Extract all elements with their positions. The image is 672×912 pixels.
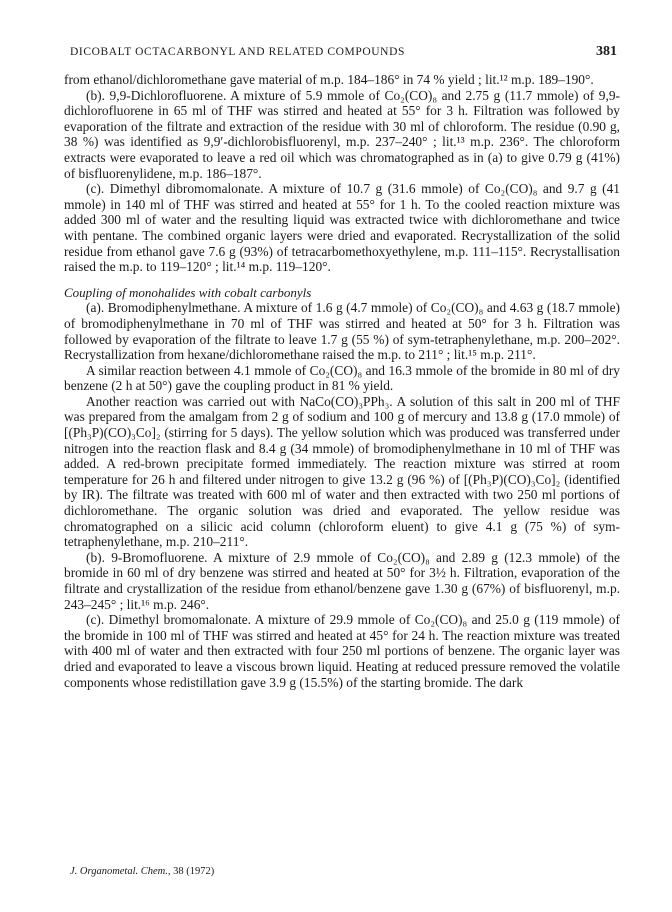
article-body <box>64 72 620 690</box>
journal-footer <box>70 866 214 877</box>
page-number: 381 <box>596 44 617 59</box>
journal-name: J. Organometal. Chem., <box>70 866 171 877</box>
paragraph-similar-reaction: A similar reaction between 4.1 mmole of Co₂(CO)₈ and 16.3 mmole of the bromide in 80 ml of dry benzene (2 h at 50°) gave the coupling product in 81 % yield. <box>64 362 620 394</box>
paragraph-bromomalonate: (c). Dimethyl bromomalonate. A mixture of 29.9 mmole of Co₂(CO)₈ and 25.0 g (119 mmole) of the bromide in 100 ml of THF was stirred and heated at 45° for 24 h. The reaction mixture was treated with 400 ml of water and then extracted with four 250 ml portions of benzene. The organic layer was dried and evaporated to leave a viscous brown liquid. Heating at reduced pressure removed the volatile components whose redistillation gave 3.9 g (15.5%) of the starting bromide. The dark <box>64 612 620 690</box>
running-header <box>70 46 617 62</box>
section-gap <box>64 275 620 285</box>
journal-volume: 38 (1972) <box>173 866 215 877</box>
paragraph-bromodiphenylmethane: (a). Bromodiphenylmethane. A mixture of 1.6 g (4.7 mmole) of Co₂(CO)₈ and 4.63 g (18.7 mmole) of bromodiphenylmethane in 70 ml of THF was stirred and heated at 50° for 3 h. Filtration was followed by evaporation of the filtrate to leave 1.7 g (55 %) of sym-tetraphenylethane, m.p. 200–202°. Recrystallization from hexane/dichloromethane raised the m.p. to 211° ; lit.¹⁵ m.p. 211°. <box>64 300 620 363</box>
paragraph-dichlorofluorene: (b). 9,9-Dichlorofluorene. A mixture of 5.9 mmole of Co₂(CO)₈ and 2.75 g (11.7 mmole) of 9,9-dichlorofluorene in 65 ml of THF was stirred and heated at 55° for 3 h. Filtration was followed by evaporation of the filtrate and extraction of the residue with 30 ml of chloroform. The residue (0.90 g, 38 %) was identified as 9,9′-dichlorobisfluorenyl, m.p. 237–240° ; lit.¹³ m.p. 236°. The chloroform extracts were evaporated to leave a red oil which was chromatographed as in (a) to give 0.79 g (41%) of bisfluorenylidene, m.p. 186–187°. <box>64 87 620 181</box>
section-heading: Coupling of monohalides with cobalt carbonyls <box>64 284 312 300</box>
paragraph-continuation: from ethanol/dichloromethane gave material of m.p. 184–186° in 74 % yield ; lit.¹² m.p. 189–190°. <box>64 72 594 87</box>
paragraph-bromofluorene: (b). 9-Bromofluorene. A mixture of 2.9 mmole of Co₂(CO)₈ and 2.89 g (12.3 mmole) of the bromide in 60 ml of dry benzene was stirred and heated at 50° for 3½ h. Filtration, evaporation of the filtrate and crystallization of the residue from ethanol/benzene gave 1.30 g (67%) of bisfluorenyl, m.p. 243–245° ; lit.¹⁶ m.p. 246°. <box>64 549 620 612</box>
paragraph-dibromomalonate: (c). Dimethyl dibromomalonate. A mixture of 10.7 g (31.6 mmole) of Co₂(CO)₈ and 9.7 g (41 mmole) in 140 ml of THF was stirred and heated at 55° for 1 h. To the cooled reaction mixture was added 300 ml of water and the resulting liquid was extracted twice with dichloromethane and twice with pentane. The combined organic layers were dried and evaporated. Recrystallization of the solid residue from ethanol gave 7.6 g (93%) of tetracarbomethoxyethylene, m.p. 111–115°. Recrystallisation raised the m.p. to 119–120° ; lit.¹⁴ m.p. 119–120°. <box>64 181 620 275</box>
paragraph-another-reaction: Another reaction was carried out with NaCo(CO)₃PPh₃. A solution of this salt in 200 ml of THF was prepared from the amalgam from 2 g of sodium and 100 g of mercury and 13.8 g (17.0 mmole) of [(Ph₃P)(CO)₃Co]₂ (stirring for 5 days). The yellow solution which was produced was transferred under nitrogen into the reaction flask and 8.4 g (34 mmole) of bromodiphenylmethane in 10 ml of THF was added. A red-brown precipitate formed immediately. The reaction mixture was stirred at room temperature for 26 h and filtered under nitrogen to give 13.2 g (96 %) of [(Ph₃P)(CO)₃Co]₂ (identified by IR). The filtrate was treated with 600 ml of water and then extracted with two 250 ml portions of dichloromethane. The organic solution was dried and evaporated. The yellow residue was chromatographed on a silicic acid column (chloroform eluent) to give 4.1 g (75 %) of sym-tetraphenylethane, m.p. 210–211°. <box>64 393 620 550</box>
running-title: DICOBALT OCTACARBONYL AND RELATED COMPOUNDS <box>70 46 405 58</box>
